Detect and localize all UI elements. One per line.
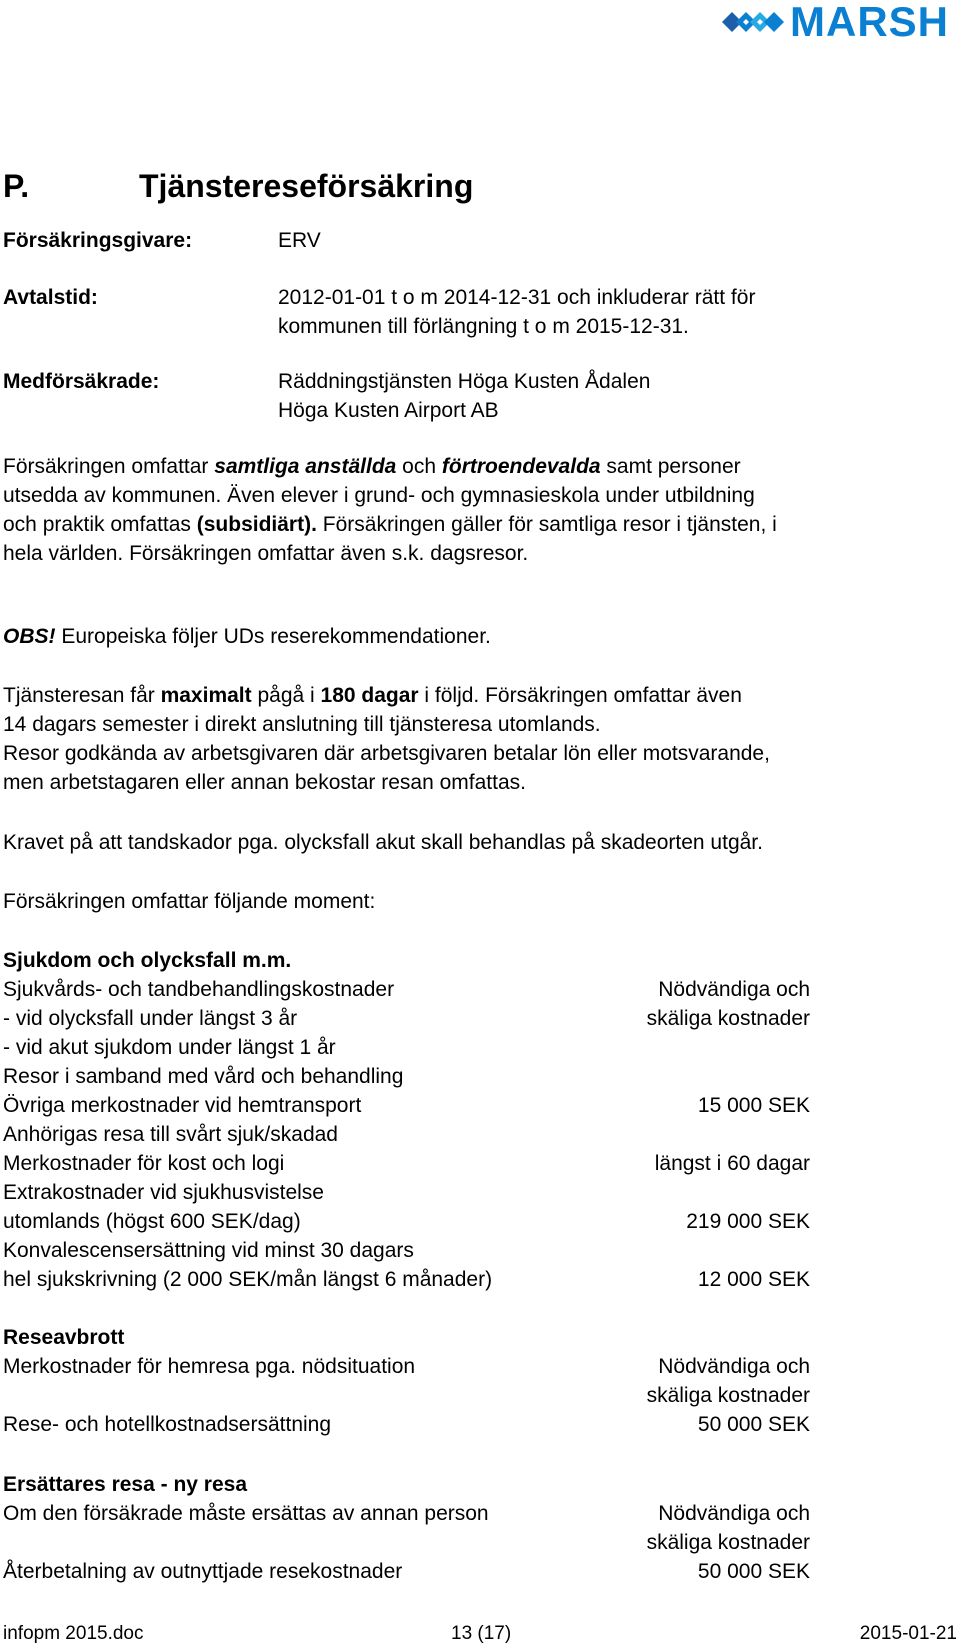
section-number: P. [3, 168, 30, 204]
period-line-1: 2012-01-01 t o m 2014-12-31 och inkluderar rätt för [278, 286, 756, 309]
coverage-row: - vid olycksfall under längst 3 år skäliga kostnader [3, 1007, 810, 1030]
marsh-logo [722, 0, 949, 45]
duration-line-1: Tjänsteresan får maximalt pågå i 180 dagar i följd. Försäkringen omfattar även [3, 684, 742, 707]
coverage-row: skäliga kostnader [646, 1384, 810, 1407]
section-title: Tjänstereseförsäkring [139, 168, 474, 204]
coverage-section-sickness [3, 946, 953, 1294]
insurer-label: Försäkringsgivare: [3, 229, 193, 252]
coinsured-label: Medförsäkrade: [3, 370, 160, 393]
intro-line-1: Försäkringen omfattar samtliga anställda och förtroendevalda samt personer [3, 455, 741, 478]
coverage-row: Merkostnader för kost och logi längst i 60 dagar [3, 1152, 810, 1175]
duration-line-4: men arbetstagaren eller annan bekostar resan omfattas. [3, 771, 526, 794]
logo-text: MARSH [790, 0, 949, 45]
duration-line-2: 14 dagars semester i direkt anslutning till tjänsteresa utomlands. [3, 713, 601, 736]
coverage-row: Övriga merkostnader vid hemtransport 15 000 SEK [3, 1094, 810, 1117]
duration-line-3: Resor godkända av arbetsgivaren där arbetsgivaren betalar lön eller motsvarande, [3, 742, 770, 765]
coverage-row: Anhörigas resa till svårt sjuk/skadad [3, 1123, 338, 1146]
coverage-row: Sjukvårds- och tandbehandlingskostnader Nödvändiga och [3, 978, 810, 1001]
period-line-2: kommunen till förlängning t o m 2015-12-31. [278, 315, 689, 338]
footer-page-number: 13 (17) [451, 1623, 512, 1644]
coverage-row: Resor i samband med vård och behandling [3, 1065, 404, 1088]
coverage-row: Merkostnader för hemresa pga. nödsituation Nödvändiga och [3, 1355, 810, 1378]
coverage-row: hel sjukskrivning (2 000 SEK/mån längst 6 månader) 12 000 SEK [3, 1268, 810, 1291]
coverage-section-replacement [3, 1470, 953, 1586]
coverage-row: Om den försäkrade måste ersättas av annan person Nödvändiga och [3, 1502, 810, 1525]
obs-text: Europeiska följer UDs reserekommendationer. [55, 625, 491, 648]
section-title-interruption: Reseavbrott [3, 1326, 125, 1349]
page-footer [3, 1619, 957, 1648]
intro-line-4: hela världen. Försäkringen omfattar även s.k. dagsresor. [3, 542, 529, 565]
dental-note: Kravet på att tandskador pga. olycksfall akut skall behandlas på skadeorten utgår. [3, 831, 763, 854]
coinsured-line-1: Räddningstjänsten Höga Kusten Ådalen [278, 370, 651, 393]
intro-line-3: och praktik omfattas (subsidiärt). Försäkringen gäller för samtliga resor i tjänsten, i [3, 513, 777, 536]
obs-label: OBS! [3, 625, 56, 648]
coverage-section-interruption [3, 1323, 953, 1439]
coinsured-line-2: Höga Kusten Airport AB [278, 399, 499, 422]
moments-intro: Försäkringen omfattar följande moment: [3, 890, 376, 913]
coverage-intro [3, 452, 953, 568]
period-value [278, 283, 918, 341]
insurer-row [3, 226, 953, 255]
coverage-row: - vid akut sjukdom under längst 1 år [3, 1036, 336, 1059]
coverage-row: Extrakostnader vid sjukhusvistelse [3, 1181, 324, 1204]
section-heading [3, 166, 473, 206]
footer-date: 2015-01-21 [859, 1623, 957, 1644]
marsh-logo-icon [722, 4, 784, 40]
coinsured-value [278, 367, 918, 425]
coverage-row: Konvalescensersättning vid minst 30 dagars [3, 1239, 414, 1262]
coinsured-row [3, 367, 953, 425]
intro-line-2: utsedda av kommunen. Även elever i grund- och gymnasieskola under utbildning [3, 484, 755, 507]
section-title-replacement: Ersättares resa - ny resa [3, 1473, 247, 1496]
period-row [3, 283, 953, 341]
footer-filename: infopm 2015.doc [3, 1623, 144, 1644]
coverage-row: utomlands (högst 600 SEK/dag) 219 000 SEK [3, 1210, 810, 1233]
period-label: Avtalstid: [3, 286, 98, 309]
coverage-row: skäliga kostnader [646, 1531, 810, 1554]
insurer-value: ERV [278, 229, 321, 252]
obs-note [3, 622, 953, 651]
coverage-row: Rese- och hotellkostnadsersättning 50 000 SEK [3, 1413, 810, 1436]
duration-paragraph [3, 681, 953, 797]
section-title-sickness: Sjukdom och olycksfall m.m. [3, 949, 292, 972]
coverage-row: Återbetalning av outnyttjade resekostnader 50 000 SEK [3, 1560, 810, 1583]
